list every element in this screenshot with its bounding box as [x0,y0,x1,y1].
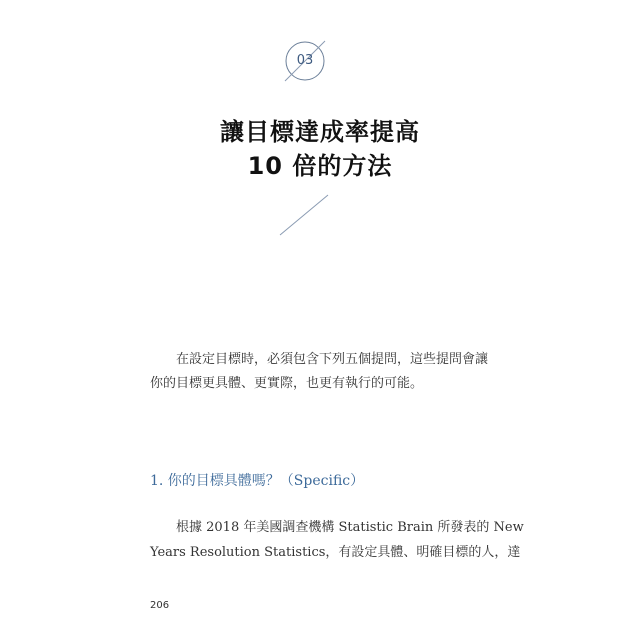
intro-line-2: 你的目標更具體、更實際，也更有執行的可能。 [150,376,424,391]
section-heading: 1. 你的目標具體嗎？（Specific） [150,473,365,489]
chapter-badge [281,37,329,85]
section-line-2: Years Resolution Statistics，有設定具體、明確目標的人，達 [150,545,521,560]
intro-line-1: 在設定目標時，必須包含下列五個提問，這些提問會讓 [176,352,489,367]
section-line-1: 根據 2018 年美國調查機構 Statistic Brain 所發表的 New [176,520,524,535]
chapter-title-line-2: 10 倍的方法 [247,152,393,180]
chapter-number: 03 [296,53,314,68]
diagonal-divider-icon [278,193,330,237]
page-number: 206 [150,600,170,611]
chapter-title-line-1: 讓目標達成率提高 [220,118,420,146]
